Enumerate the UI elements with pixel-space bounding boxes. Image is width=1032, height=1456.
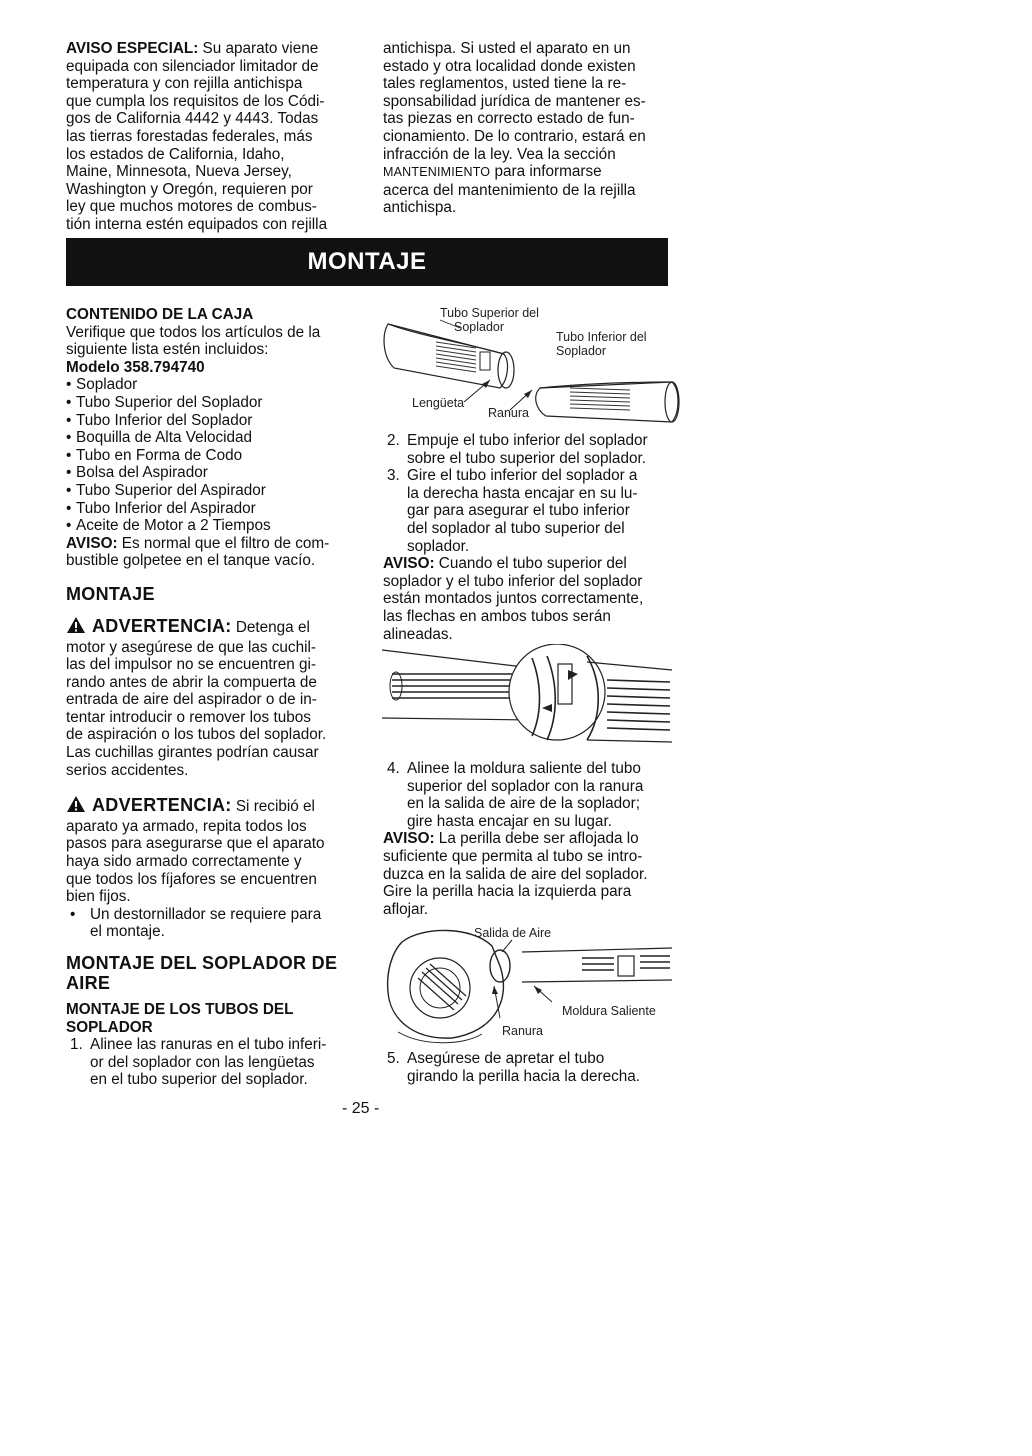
- tube-assembly-subheading: MONTAJE DE LOS TUBOS DEL SOPLADOR: [66, 1001, 294, 1036]
- label-molding: Moldura Saliente: [562, 1004, 656, 1018]
- list-item: 5. Asegúrese de apretar el tubo girando la perilla hacia la derecha.: [387, 1050, 641, 1085]
- list-item: 4. Alinee la moldura saliente del tubo superior del soplador con la ranura en la salida de aire de la soplador; gire hasta encajar en su lugar.: [387, 760, 644, 830]
- blower-outlet-figure: [382, 922, 674, 1048]
- contents-list: [66, 376, 356, 534]
- list-item: • Tubo en Forma de Codo: [66, 447, 356, 465]
- arrow-alignment-figure: [382, 644, 672, 754]
- special-notice-label: AVISO ESPECIAL:: [66, 40, 199, 57]
- note-label: AVISO:: [66, 534, 118, 552]
- list-item: • Tubo Inferior del Soplador: [66, 412, 356, 430]
- special-notice-block: AVISO ESPECIAL: Su aparato viene equipada con silenciador limitador de temperatura y con rejilla antichispa que cumpla los requisitos de los Códi- gos de California 4442 y 4443. Todas las tierras forestadas federales, más los estados de California, Idaho, Maine, Minnesota, Nueva Jersey, Washington y Oregón, requieren por ley que muchos motores de combus- tión interna estén equipados con rejilla: [66, 40, 328, 233]
- steps-list-right-2: [383, 760, 679, 830]
- final-step: [383, 1050, 679, 1085]
- warning-icon: [66, 616, 86, 639]
- list-item: • Boquilla de Alta Velocidad: [66, 429, 356, 447]
- note-label: AVISO:: [383, 555, 435, 573]
- maintenance-section-ref: MANTENIMIENTO: [383, 165, 491, 180]
- tube-alignment-figure: [380, 306, 680, 424]
- label-tab: Lengüeta: [412, 396, 465, 410]
- label-slot-outlet: Ranura: [502, 1024, 543, 1038]
- section-banner: MONTAJE: [66, 238, 668, 286]
- label-upper-tube-line2: Soplador: [454, 320, 505, 334]
- list-item: • Tubo Inferior del Aspirador: [66, 500, 356, 518]
- steps-list-right: [383, 432, 679, 555]
- label-slot: Ranura: [488, 406, 529, 420]
- label-lower-tube: Tubo Inferior del: [556, 330, 647, 344]
- warning-title: ADVERTENCIA:: [92, 615, 232, 636]
- page-number: - 25 -: [342, 1100, 380, 1117]
- tube-join-illustration: [382, 644, 672, 754]
- list-item: • Tubo Superior del Aspirador: [66, 482, 356, 500]
- label-lower-tube-line2: Soplador: [556, 344, 607, 358]
- list-item: 3. Gire el tubo inferior del soplador a la derecha hasta encajar en su lu- gar para asegurar el tubo inferior del soplador al tubo superior del soplador.: [387, 467, 638, 555]
- label-upper-tube: Tubo Superior del: [440, 306, 539, 320]
- list-item: • Soplador: [66, 376, 356, 394]
- right-column-continued: 4. Alinee la moldura saliente del tubo superior del soplador con la ranura en la salida de aire de la soplador; gire hasta encajar en su lugar. AVISO: La perilla debe ser aflojada lo suficiente que permita al tubo se intro- duzca en la salida de aire del soplador. Gire la perilla hacia la izquierda para aflojar.: [383, 760, 679, 918]
- model-number: Modelo 358.794740: [66, 358, 205, 376]
- warning-icon: [66, 795, 86, 818]
- blower-assembly-heading: MONTAJE DEL SOPLADOR DE AIRE: [66, 953, 338, 993]
- warning-title: ADVERTENCIA:: [92, 795, 232, 816]
- list-item: 2. Empuje el tubo inferior del soplador sobre el tubo superior del soplador.: [387, 432, 648, 467]
- steps-list-right-3: [383, 1050, 679, 1085]
- list-item: • Bolsa del Aspirador: [66, 464, 356, 482]
- note-label: AVISO:: [383, 830, 435, 848]
- list-item: • Tubo Superior del Soplador: [66, 394, 356, 412]
- steps-list-left: [66, 1036, 356, 1089]
- contents-heading: CONTENIDO DE LA CAJA: [66, 306, 254, 323]
- right-column: 2. Empuje el tubo inferior del soplador sobre el tubo superior del soplador. 3. Gire el tubo inferior del soplador a la derecha hasta encajar en su lu- gar para asegurar el tubo inferior del soplador al tubo superior del soplador. AVISO: Cuando el tubo superior del soplador y el tubo inferior del soplador están montados juntos correctamente, las flechas en ambos tubos serán alineadas.: [383, 432, 679, 643]
- special-notice-continued: antichispa. Si usted el aparato en un estado y otra localidad donde existen tales reglamentos, usted tiene la re- sponsabilidad jurídica de mantener es- tas piezas en correcto estado de fun- cionamiento. De lo contrario, estará en infracción de la ley. Vea la sección MANTENIMIENTO para informarse acerca del mantenimiento de la rejilla antichispa.: [383, 40, 646, 217]
- tool-note: • Un destornillador se requiere para el montaje.: [70, 905, 322, 941]
- left-column: CONTENIDO DE LA CAJA Verifique que todos los artículos de la siguiente lista estén incluidos: Modelo 358.794740 • Soplador • Tubo Superior del Soplador • Tubo Inferior del Soplador • Boquilla de Alta Velocidad • Tubo en Forma de Codo • Bolsa del Aspirador • Tubo Superior del Aspirador • Tubo Inferior del Aspirador • Aceite de Motor a 2 Tiempos AVISO: Es normal que el filtro de com- bustible golpetee en el tanque vacío. MONTAJE ADVERTENCIA: Detenga el motor y asegúrese de que las cuchil- las del impulsor no se encuentren gi- rando antes de abrir la compuerta de entrada de aire del aspirador o de in- tentar introducir o remover los tubos de aspiración o los tubos del soplador. Las cuchillas girantes podrían causar serios accidentes. ADVERTENCIA: Si recibió el aparato ya armado, repita todos los pasos para asegurarse que el aparato haya sido armado correctamente y que todos los fíjafores se encuentren bien fijos. • Un destornillador se requiere para el montaje. MONTAJE DEL SOPLADOR DE AIRE MONTAJE DE LOS TUBOS DEL SOPLADOR 1. Alinee las ranuras en el tubo inferi- or del soplador con las lengüetas en el tubo superior del soplador.: [66, 306, 356, 1089]
- list-item: • Aceite de Motor a 2 Tiempos: [66, 517, 356, 535]
- assembly-heading: MONTAJE: [66, 583, 155, 604]
- label-air-outlet: Salida de Aire: [474, 926, 552, 940]
- list-item: 1. Alinee las ranuras en el tubo inferi- or del soplador con las lengüetas en el tubo superior del soplador.: [70, 1036, 327, 1089]
